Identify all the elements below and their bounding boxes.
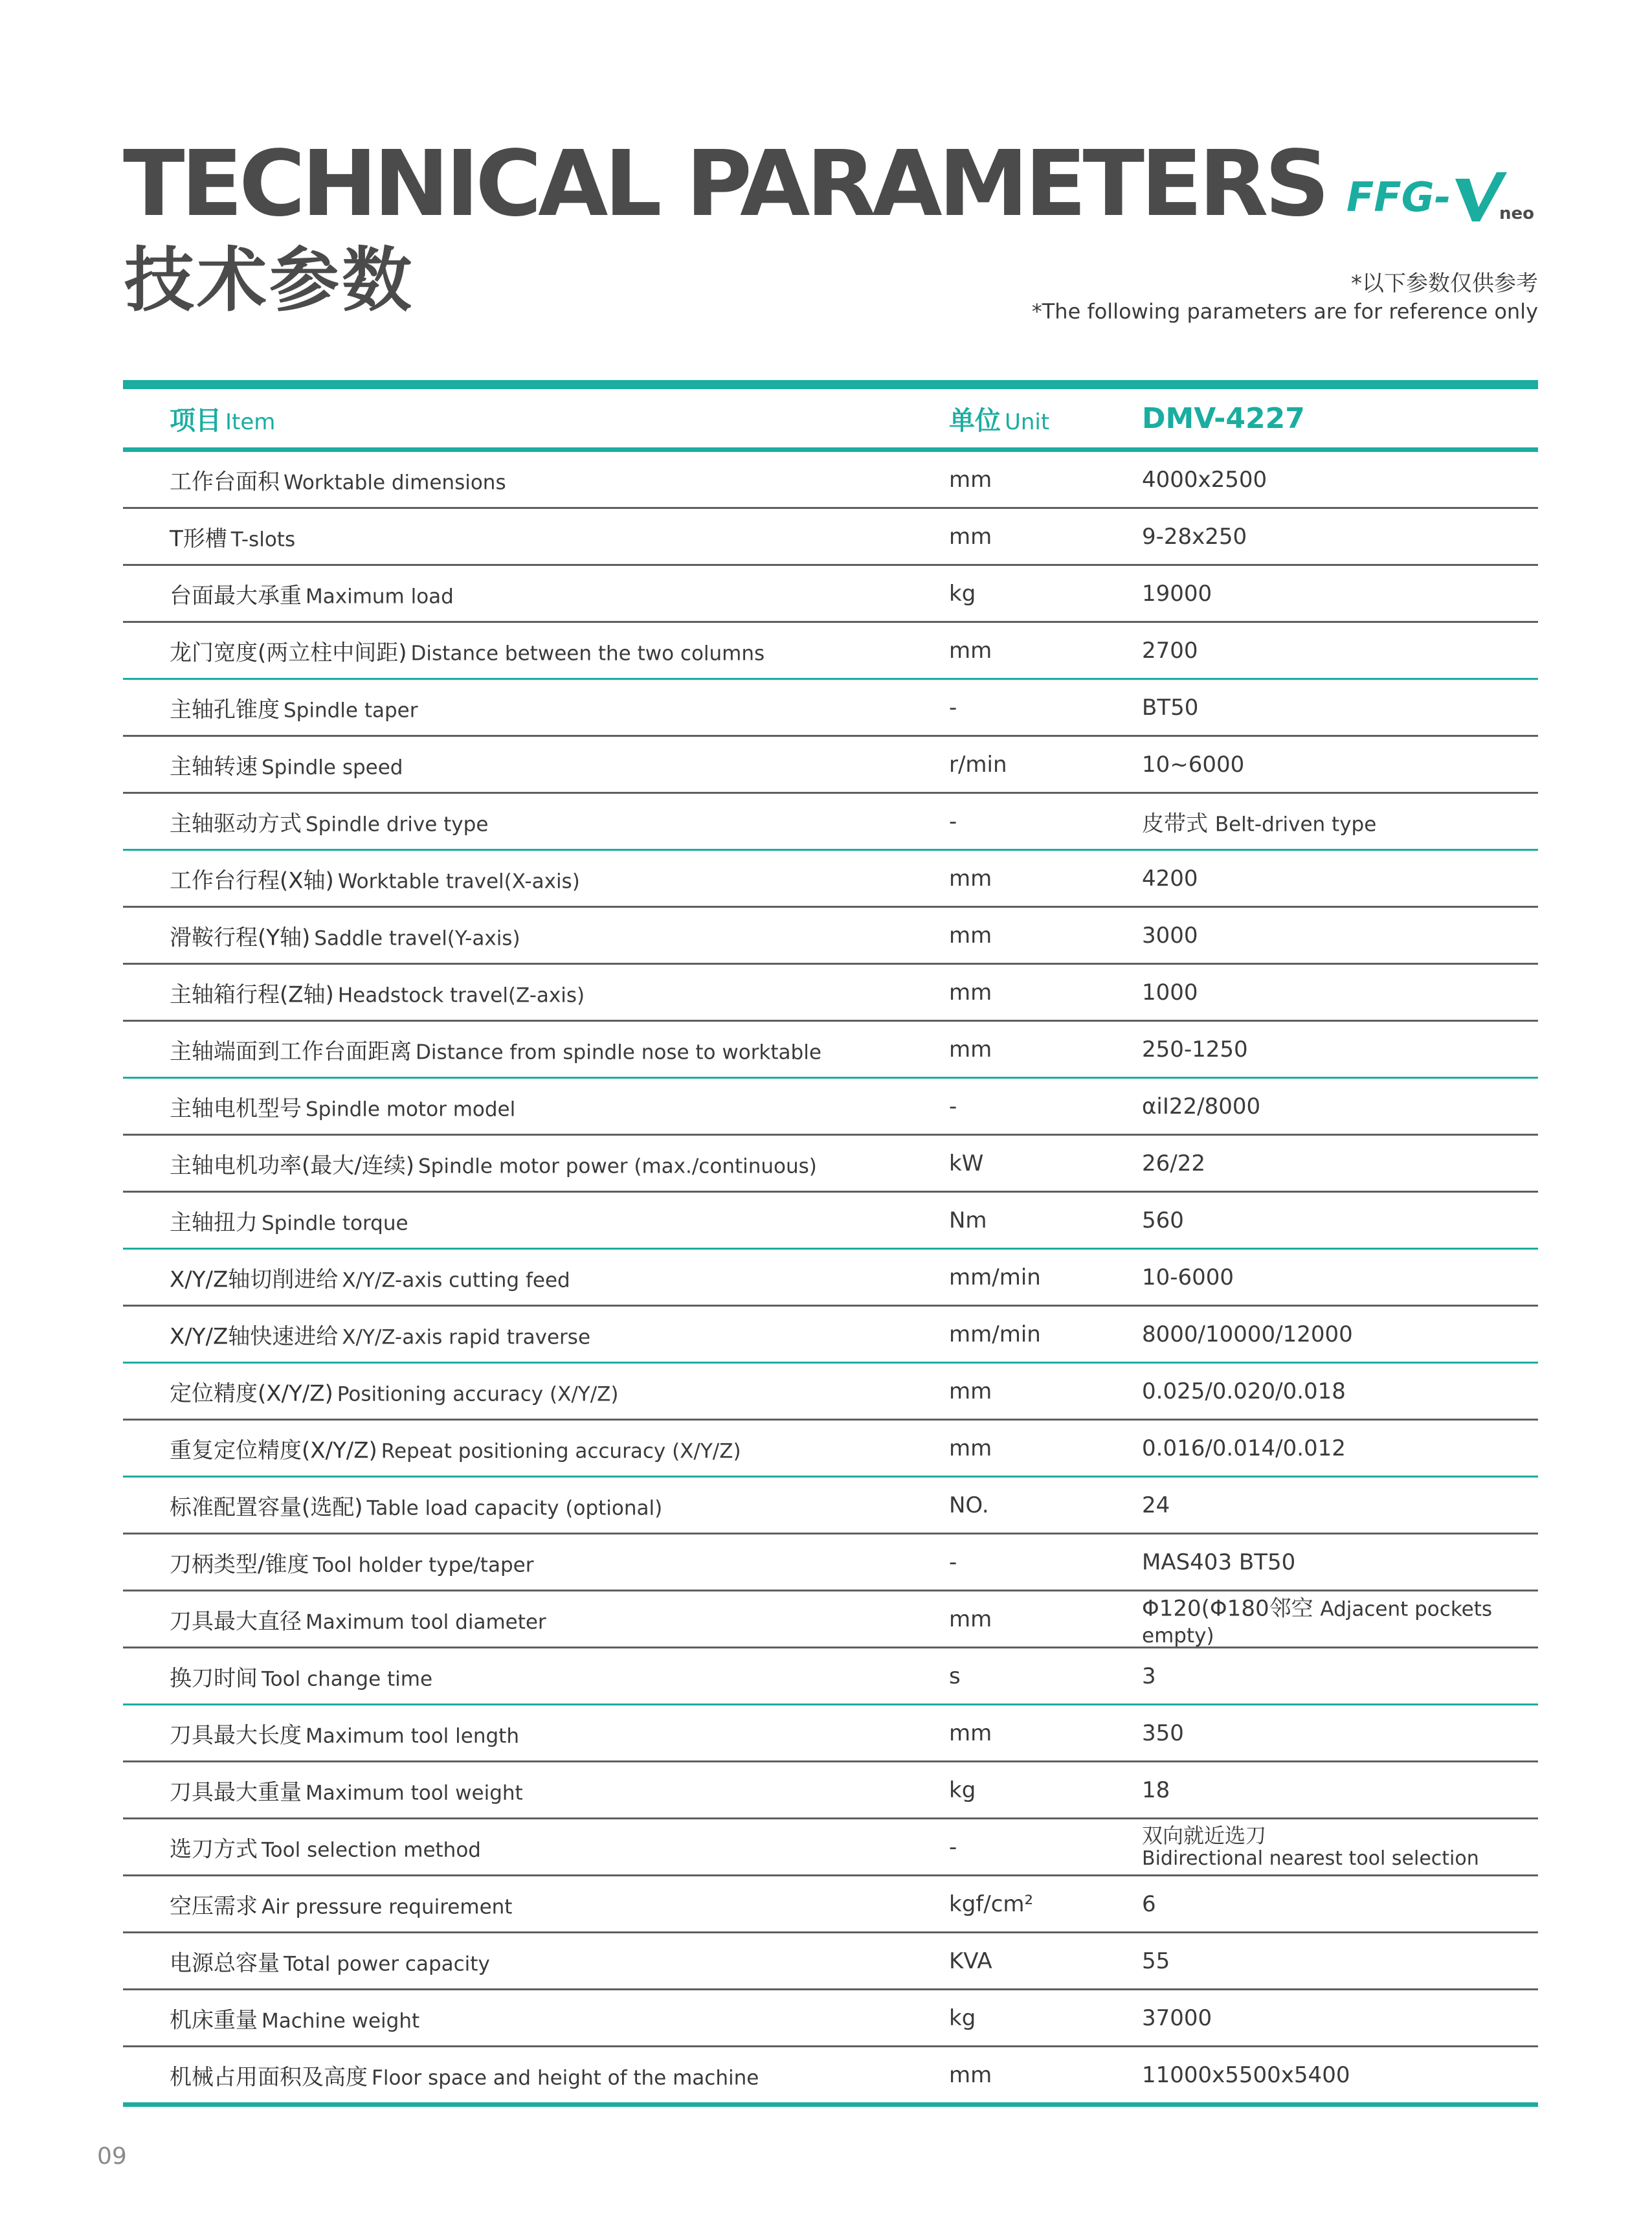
table-row: 标准配置容量(选配) Table load capacity (optional) NO. 24 [123,1478,1538,1535]
table-row: 选刀方式 Tool selection method - 双向就近选刀 Bidirectional nearest tool selection [123,1819,1538,1876]
reference-note-zh: *以下参数仅供参考 [1351,271,1538,297]
ffg-vneo-logo-icon [1346,167,1541,225]
table-row: 主轴驱动方式 Spindle drive type - 皮带式 Belt-driven type [123,794,1538,851]
table-row: 定位精度(X/Y/Z) Positioning accuracy (X/Y/Z) mm 0.025/0.020/0.018 [123,1364,1538,1421]
table-row: 工作台面积 Worktable dimensions mm 4000x2500 [123,452,1538,509]
table-header [123,389,1538,452]
header-item: 项目 Item [170,405,276,436]
table-row: 主轴端面到工作台面距离 Distance from spindle nose to worktable mm 250-1250 [123,1022,1538,1079]
reference-note-en: *The following parameters are for reference only [1031,299,1538,324]
brand-logo [1346,167,1541,225]
table-row: 刀柄类型/锥度 Tool holder type/taper - MAS403 BT50 [123,1535,1538,1591]
table-row: 重复定位精度(X/Y/Z) Repeat positioning accuracy (X/Y/Z) mm 0.016/0.014/0.012 [123,1421,1538,1478]
table-row: 刀具最大直径 Maximum tool diameter mm Φ120(Φ180邻空 Adjacent pockets empty) [123,1591,1538,1648]
svg-text:FFG-: FFG- [1346,174,1451,221]
table-row: X/Y/Z轴快速进给 X/Y/Z-axis rapid traverse mm/min 8000/10000/12000 [123,1307,1538,1364]
page-title: TECHNICAL PARAMETERS [123,131,1326,237]
table-row: 主轴扭力 Spindle torque Nm 560 [123,1193,1538,1250]
table-row: 龙门宽度(两立柱中间距) Distance between the two columns mm 2700 [123,623,1538,680]
table-row: 电源总容量 Total power capacity KVA 55 [123,1933,1538,1990]
table-row: 机械占用面积及高度 Floor space and height of the machine mm 11000x5500x5400 [123,2047,1538,2107]
table-row: T形槽 T-slots mm 9-28x250 [123,509,1538,566]
table-row: 主轴箱行程(Z轴) Headstock travel(Z-axis) mm 1000 [123,965,1538,1022]
table-row: 主轴孔锥度 Spindle taper - BT50 [123,680,1538,737]
page-title-zh: 技术参数 [124,240,415,321]
table-row: 滑鞍行程(Y轴) Saddle travel(Y-axis) mm 3000 [123,908,1538,965]
header-unit: 单位 Unit [949,405,1050,436]
header-model: DMV-4227 [1142,401,1305,435]
table-row: 主轴转速 Spindle speed r/min 10~6000 [123,737,1538,794]
table-row: 机床重量 Machine weight kg 37000 [123,1990,1538,2047]
table-row: 空压需求 Air pressure requirement kgf/cm² 6 [123,1876,1538,1933]
page-number: 09 [97,2143,127,2170]
svg-text:neo: neo [1499,204,1535,223]
table-row: 主轴电机型号 Spindle motor model - αiI22/8000 [123,1079,1538,1136]
parameters-table [123,380,1538,2107]
table-row: 台面最大承重 Maximum load kg 19000 [123,566,1538,623]
table-row: X/Y/Z轴切削进给 X/Y/Z-axis cutting feed mm/min 10-6000 [123,1250,1538,1307]
table-row: 刀具最大长度 Maximum tool length mm 350 [123,1705,1538,1762]
table-row: 主轴电机功率(最大/连续) Spindle motor power (max./continuous) kW 26/22 [123,1136,1538,1193]
table-row: 换刀时间 Tool change time s 3 [123,1648,1538,1705]
table-row: 工作台行程(X轴) Worktable travel(X-axis) mm 4200 [123,851,1538,908]
table-row: 刀具最大重量 Maximum tool weight kg 18 [123,1762,1538,1819]
